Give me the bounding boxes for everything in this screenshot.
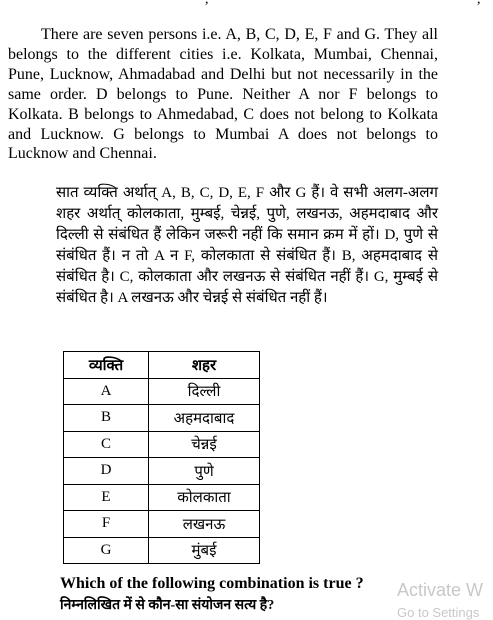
header-city: शहर xyxy=(149,352,260,379)
watermark-line-1: Activate W xyxy=(397,580,484,600)
table-row xyxy=(64,405,260,432)
person-city-table xyxy=(63,351,260,564)
table-row xyxy=(64,431,260,458)
cropped-previous-line xyxy=(0,0,493,6)
person-cell: G xyxy=(64,537,149,564)
city-cell: लखनऊ xyxy=(149,511,260,538)
city-cell: पुणे xyxy=(149,458,260,485)
question-english: Which of the following combination is true ? xyxy=(60,575,364,592)
person-cell: C xyxy=(64,431,149,458)
table-row xyxy=(64,511,260,538)
table-row xyxy=(64,484,260,511)
table-row xyxy=(64,537,260,564)
person-cell: B xyxy=(64,405,149,432)
question-hindi: निम्नलिखित में से कौन-सा संयोजन सत्य है? xyxy=(60,598,275,613)
person-cell: F xyxy=(64,511,149,538)
city-cell: कोलकाता xyxy=(149,484,260,511)
city-cell: दिल्ली xyxy=(149,378,260,405)
table-header-row xyxy=(64,352,260,379)
person-cell: A xyxy=(64,378,149,405)
city-cell: चेन्नई xyxy=(149,431,260,458)
city-cell: मुंबई xyxy=(149,537,260,564)
person-cell: D xyxy=(64,458,149,485)
table-row xyxy=(64,378,260,405)
watermark-line-2: Go to Settings xyxy=(397,605,480,620)
table-row xyxy=(64,458,260,485)
header-person: व्यक्ति xyxy=(64,352,149,379)
activation-watermark xyxy=(397,580,483,620)
passage-hindi: सात व्यक्ति अर्थात् A, B, C, D, E, F और G हैं। वे सभी अलग-अलग शहर अर्थात् कोलकाता, मुम्बई, चेन्नई, पुणे, लखनऊ, अहमदाबाद और दिल्ली से संबंधित हैं लेकिन जरूरी नहीं कि समान क्रम में हों। D, पुणे से संबंधित हैं। न तो A न F, कोलकाता से संबंधित हैं। B, अहमदाबाद से संबंधित है। C, कोलकाता और लखनऊ से संबंधित नहीं हैं। G, मुम्बई से संबंधित है। A लखनऊ और चेन्नई से संबंधित नहीं हैं। xyxy=(56,185,438,306)
passage-english: There are seven persons i.e. A, B, C, D, E, F and G. They all belongs to the different cities i.e. Kolkata, Mumbai, Chennai, Pune, Lucknow, Ahmadabad and Delhi but not necessarily in the same order. D belongs to Pune. Neither A nor F belongs to Kolkata. B belongs to Ahmedabad, C does not belong to Kolkata and Lucknow. G belongs to Mumbai A does not belongs to Lucknow and Chennai. xyxy=(8,26,438,163)
city-cell: अहमदाबाद xyxy=(149,405,260,432)
person-cell: E xyxy=(64,484,149,511)
